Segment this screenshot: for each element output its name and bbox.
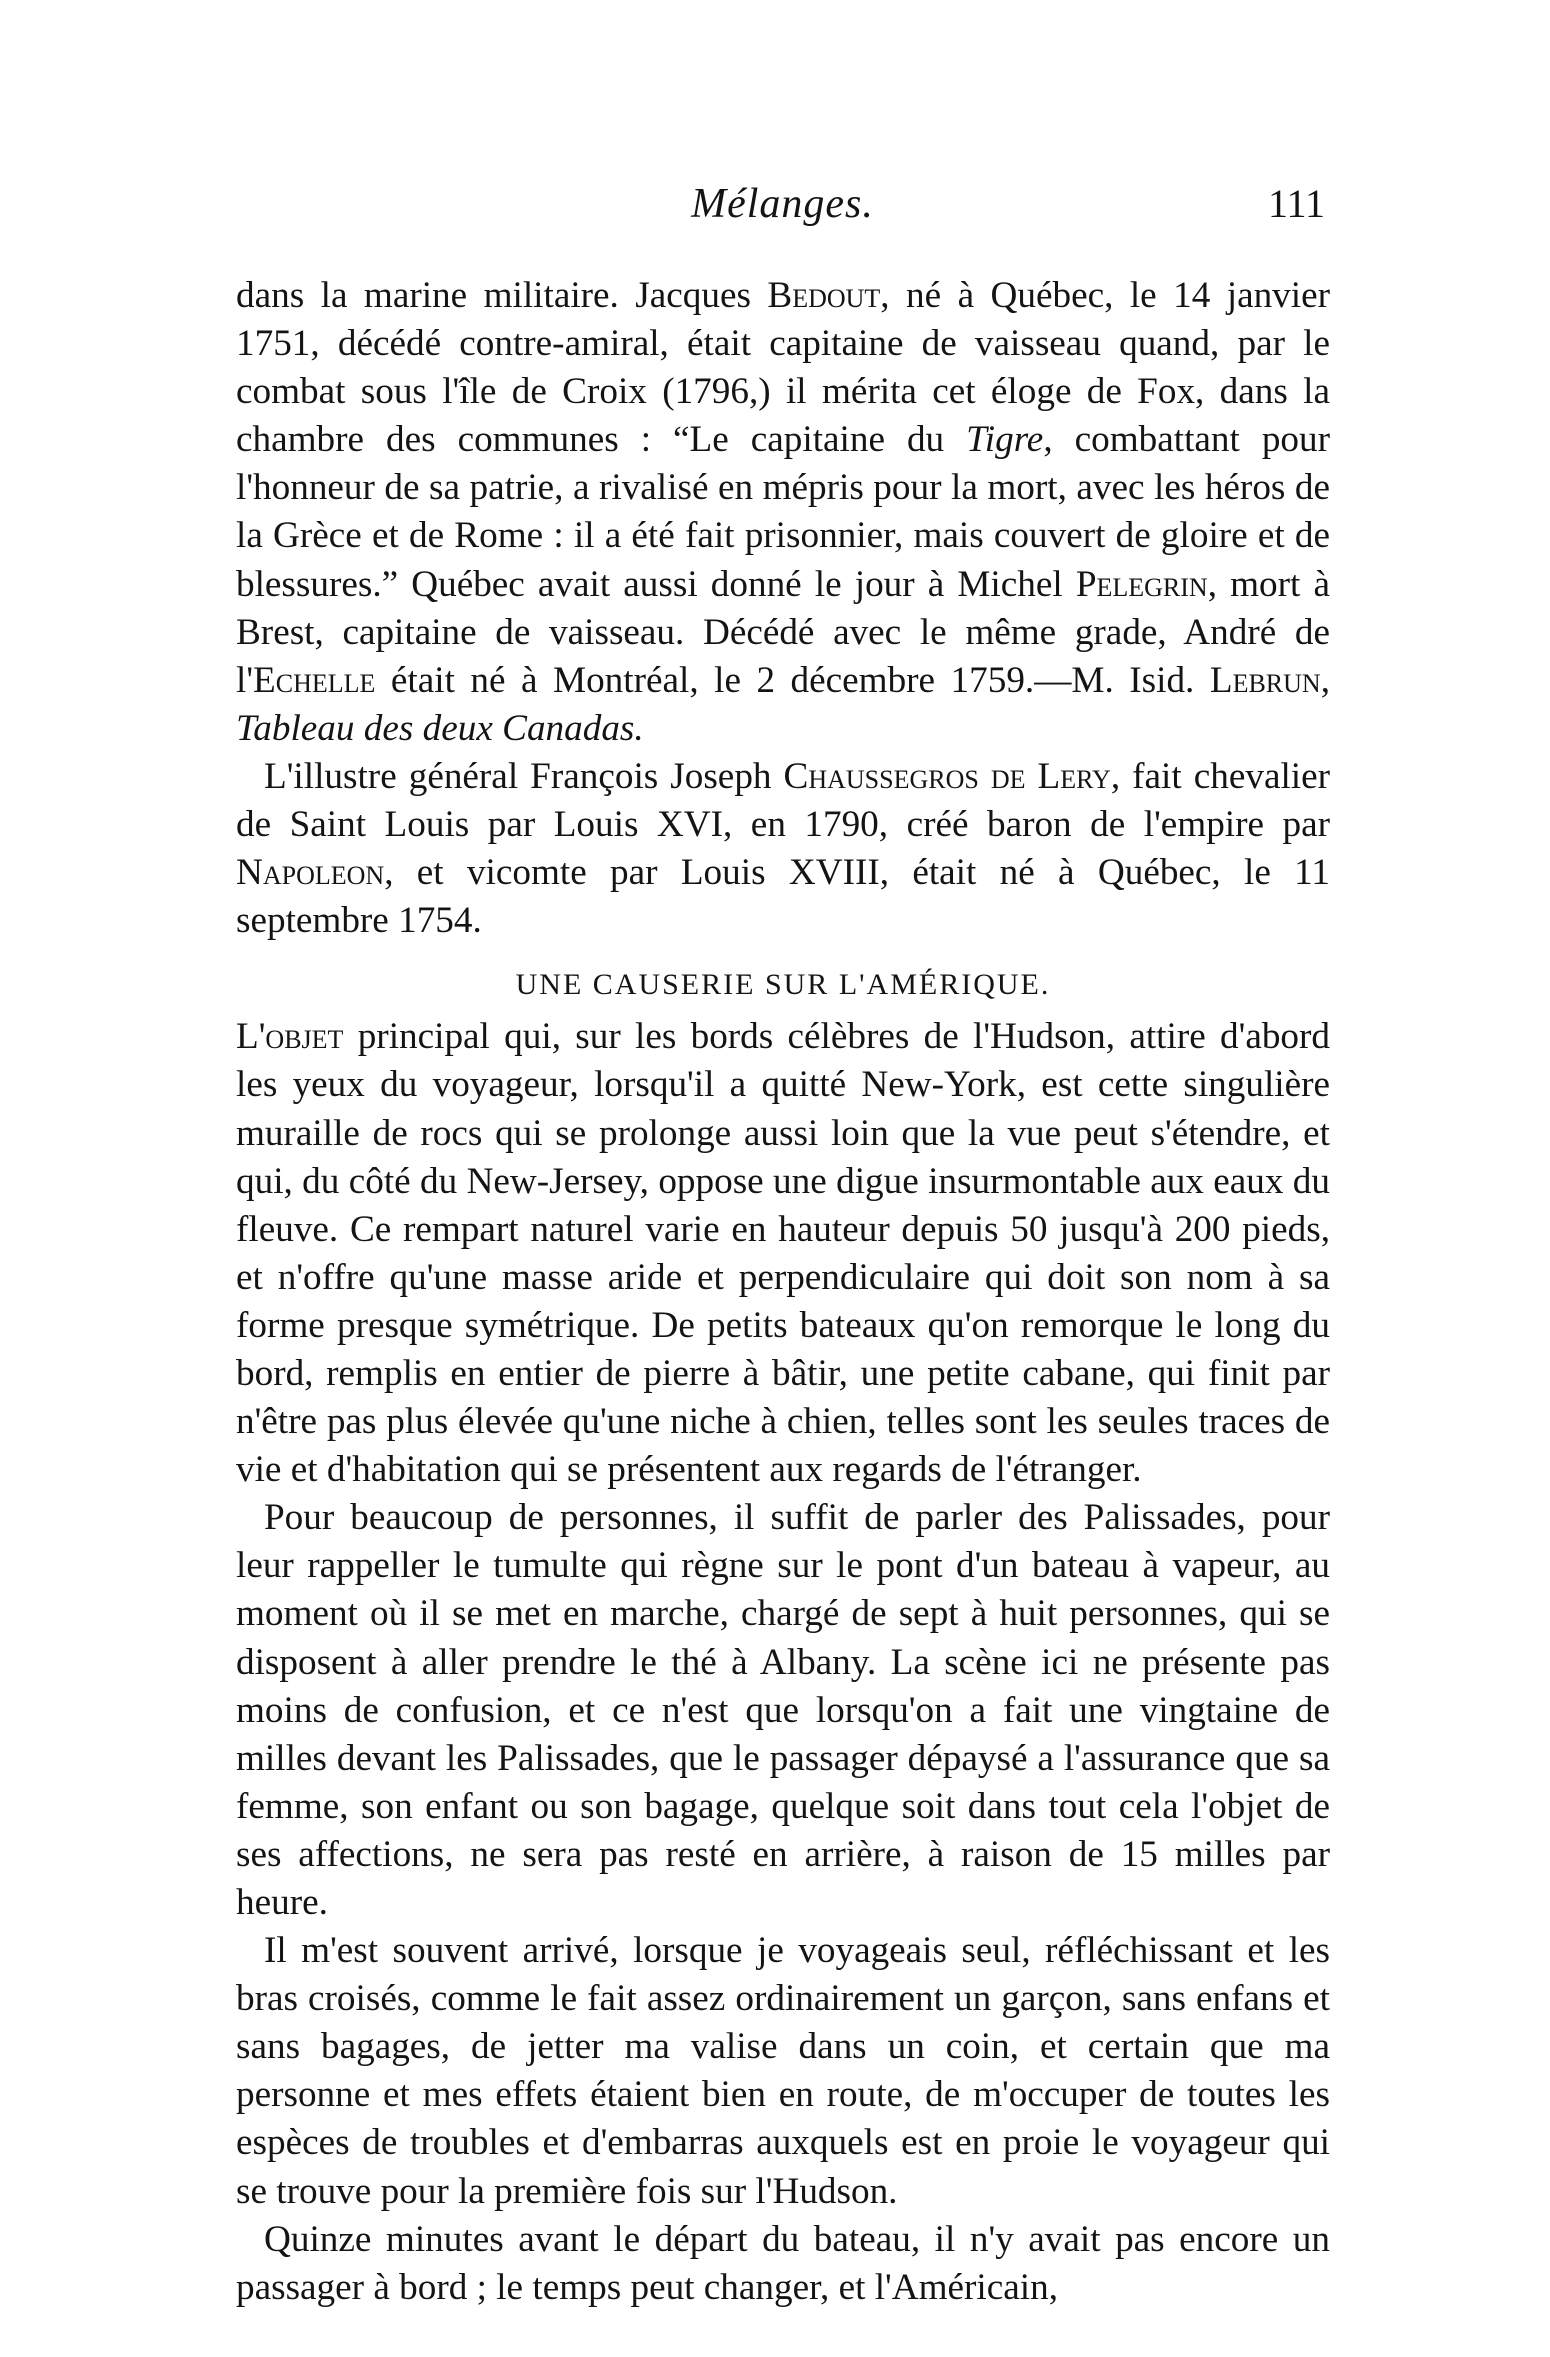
text-run: L'illustre général François Joseph <box>264 755 784 797</box>
text-run: , né à Québec, le 14 janvier 1751, décédé contre-amiral, était capitaine de vaisseau quand, par le combat sous l'île de Croix (1796,) il mérita cet éloge de Fox, dans la chambre des communes : “Le capitaine du <box>236 275 1330 461</box>
page-number: 111 <box>1267 181 1325 226</box>
name-chaussegros-de-lery: Chaussegros de Lery <box>783 755 1111 797</box>
text-run: principal qui, sur les bords célèbres de l'Hudson, attire d'abord les yeux du voyageur, lorsqu'il a quitté New-York, est cette singulière muraille de rocs qui se prolonge aussi loin que la vue peut s'étendre, et qui, du côté du New-Jersey, oppose une digue insurmontable aux eaux du fleuve. Ce rempart naturel varie en hauteur depuis 50 jusqu'à 200 pieds, et n'offre qu'une masse aride et perpendiculaire qui doit son nom à sa forme presque symétrique. De petits bateaux qu'on remorque le long du bord, remplis en entier de pierre à bâtir, une petite cabane, qui finit par n'être pas plus élevée qu'une niche à chien, telles sont les seules traces de vie et d'habitation qui se présentent aux regards de l'étranger. <box>236 1016 1330 1491</box>
lead-word: L'objet <box>236 1016 344 1058</box>
paragraph-chaussegros <box>236 753 1330 945</box>
running-title: Mélanges. <box>691 181 874 227</box>
text-run: , combattant pour l'honneur de sa patrie, a rivalisé en mépris pour la mort, avec les héros de la Grèce et de Rome : il a été fait prisonnier, mais couvert de gloire et de blessures.” Québec avait aussi donné le jour à Michel <box>236 419 1330 605</box>
text-run: , fait chevalier de Saint Louis par Louis XVI, en 1790, créé baron de l'empire par <box>236 755 1331 846</box>
citation-title: Tableau des deux Canadas. <box>236 707 644 749</box>
name-bedout: Bedout <box>767 275 881 316</box>
text-run: , et vicomte par Louis XVIII, était né à Québec, le 11 septembre 1754. <box>236 852 1330 942</box>
text-run: dans la marine militaire. Jacques <box>236 275 768 316</box>
name-lebrun: Lebrun <box>1209 659 1321 701</box>
name-echelle: Echelle <box>253 659 376 701</box>
ship-name-tigre: Tigre <box>966 419 1044 461</box>
text-run: , <box>1320 659 1330 701</box>
name-pelegrin: Pelegrin <box>1075 563 1208 605</box>
name-napoleon: Napoleon <box>236 852 385 894</box>
text-run: était né à Montréal, le 2 décembre 1759.—M. Isid. <box>375 659 1210 701</box>
body-text <box>236 272 1330 2312</box>
paragraph-departure: Quinze minutes avant le départ du bateau, il n'y avait pas encore un passager à bord ; le temps peut changer, et l'Américain, <box>236 2218 1330 2308</box>
paragraph-traveller: Il m'est souvent arrivé, lorsque je voyageais seul, réfléchissant et les bras croisés, comme le fait assez ordinairement un garçon, sans enfans et sans bagages, de jetter ma valise dans un coin, et certain que ma personne et mes effets étaient bien en route, de m'occuper de toutes les espèces de troubles et d'embarras auxquels est en proie le voyageur qui se trouve pour la première fois sur l'Hudson. <box>236 1930 1330 2212</box>
running-head <box>240 180 1325 240</box>
section-heading: UNE CAUSERIE SUR L'AMÉRIQUE. <box>515 968 1051 1002</box>
paragraph-naval-officers <box>236 272 1330 753</box>
text-run: , mort à Brest, capitaine de vaisseau. Décédé avec le même grade, André de l' <box>236 563 1330 701</box>
paragraph-palisades <box>236 1013 1330 1494</box>
paragraph-steamboat: Pour beaucoup de personnes, il suffit de parler des Palissades, pour leur rappeller le tumulte qui règne sur le pont d'un bateau à vapeur, au moment où il se met en marche, chargé de sept à huit personnes, qui se disposent à aller prendre le thé à Albany. La scène ici ne présente pas moins de confusion, et ce n'est que lorsqu'on a fait une vingtaine de milles devant les Palissades, que le passager dépaysé a l'assurance que sa femme, son enfant ou son bagage, quelque soit dans tout cela l'objet de ses affections, ne sera pas resté en arrière, à raison de 15 milles par heure. <box>236 1497 1330 1923</box>
